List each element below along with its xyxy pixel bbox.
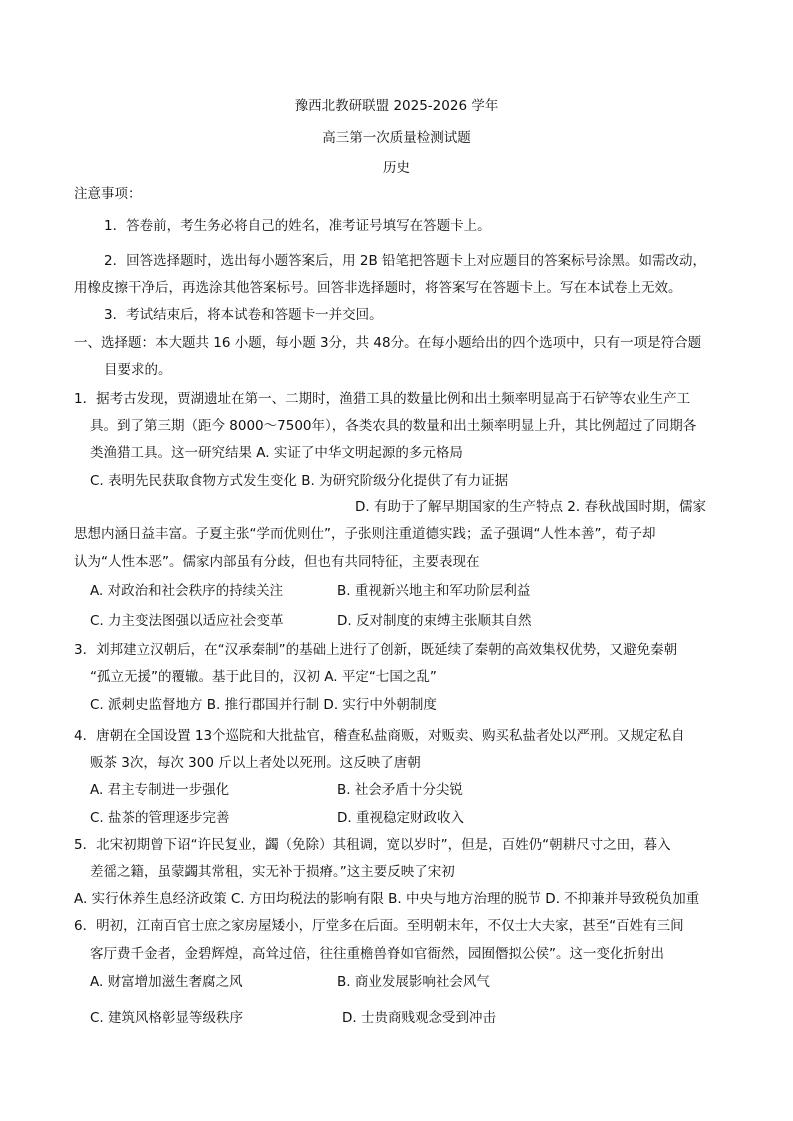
question-1-stem: 1．据考古发现，贾湖遗址在第一、二期时，渔猎工具的数量比例和出土频率明显高于石铲等农业生产工 <box>74 391 691 407</box>
notice-item-3: 3．考试结束后，将本试卷和答题卡一并交回。 <box>104 307 383 323</box>
question-4-option-b: B. 社会矛盾十分尖锐 <box>337 782 463 798</box>
section-heading: 一、选择题：本大题共 16 小题，每小题 3分，共 48分。在每小题给出的四个选项中，只有一项是符合题 <box>74 335 702 351</box>
question-6-option-c: C. 建筑风格彰显等级秩序 <box>90 1010 244 1026</box>
question-6-stem-2: 客厅费千金者，金碧辉煌，高耸过倍，往往重檐兽脊如官衙然，园囿僭拟公侯”。这一变化折射出 <box>90 946 664 962</box>
question-6-option-d: D. 士贵商贱观念受到冲击 <box>342 1010 496 1026</box>
question-6-option-a: A. 财富增加滋生奢腐之风 <box>90 974 243 990</box>
question-5-stem-2: 差徭之籍，虽蒙蠲其常租，实无补于损瘠。”这主要反映了宋初 <box>90 864 455 880</box>
question-5-stem: 5．北宋初期曾下诏“许民复业，蠲（免除）其租调，宽以岁时”，但是，百姓仍“朝耕尺寸之田，暮入 <box>74 837 671 853</box>
question-3-stem-2: “孤立无援”的覆辙。基于此目的，汉初 A. 平定“七国之乱” <box>90 669 437 685</box>
question-4-option-a: A. 君主专制进一步强化 <box>90 782 230 798</box>
question-2-option-c: C. 力主变法图强以适应社会变革 <box>90 613 284 629</box>
question-3-options: C. 派刺史监督地方 B. 推行郡国并行制 D. 实行中外朝制度 <box>90 697 437 713</box>
notice-title: 注意事项： <box>74 186 142 202</box>
exam-header-title: 高三第一次质量检测试题 <box>322 130 471 146</box>
question-2-option-b: B. 重视新兴地主和军功阶层利益 <box>337 583 531 599</box>
question-5-options: A. 实行休养生息经济政策 C. 方田均税法的影响有限 B. 中央与地方治理的脱节 D. 不抑兼并导致税负加重 <box>74 891 700 907</box>
question-2-option-d: D. 反对制度的束缚主张顺其自然 <box>337 613 532 629</box>
question-6-stem: 6．明初，江南百官士庶之家房屋矮小，厅堂多在后面。至明朝末年，不仅士大夫家，甚至“百姓有三间 <box>74 918 684 934</box>
section-heading-cont: 目要求的。 <box>104 362 172 378</box>
question-3-stem: 3．刘邦建立汉朝后，在“汉承秦制”的基础上进行了创新，既延续了秦朝的高效集权优势，又避免秦朝 <box>74 642 678 658</box>
question-2-stem: 思想内涵日益丰富。子夏主张“学而优则仕”，子张则注重道德实践；孟子强调“人性本善”，荀子却 <box>74 526 656 542</box>
exam-header-subject: 历史 <box>383 160 410 176</box>
exam-header-union: 豫西北教研联盟 2025-2026 学年 <box>294 98 499 114</box>
question-4-stem-2: 贩茶 3次，每次 300 斤以上者处以死刑。这反映了唐朝 <box>90 755 421 771</box>
question-1-option-d: D. 有助于了解早期国家的生产特点 2. 春秋战国时期，儒家 <box>355 499 706 515</box>
notice-item-2: 2．回答选择题时，选出每小题答案后，用 2B 铅笔把答题卡上对应题目的答案标号涂黑。如需改动， <box>104 253 707 269</box>
question-6-option-b: B. 商业发展影响社会风气 <box>337 974 490 990</box>
question-1-stem-2: 具。到了第三期（距今 8000～7500年），各类农具的数量和出土频率明显上升，其比例超过了同期各 <box>90 418 697 434</box>
question-4-option-d: D. 重视稳定财政收入 <box>337 810 464 826</box>
question-4-option-c: C. 盐茶的管理逐步完善 <box>90 810 230 826</box>
question-1-options: C. 表明先民获取食物方式发生变化 B. 为研究阶级分化提供了有力证据 <box>90 473 509 489</box>
notice-item-2-cont: 用橡皮擦干净后，再选涂其他答案标号。回答非选择题时，将答案写在答题卡上。写在本试卷上无效。 <box>74 280 682 296</box>
question-1-stem-3: 类渔猎工具。这一研究结果 A. 实证了中华文明起源的多元格局 <box>90 445 463 461</box>
notice-item-1: 1．答卷前，考生务必将自己的姓名，准考证号填写在答题卡上。 <box>104 218 491 234</box>
question-2-option-a: A. 对政治和社会秩序的持续关注 <box>90 583 284 599</box>
question-4-stem: 4．唐朝在全国设置 13个巡院和大批盐官，稽查私盐商贩，对贩卖、购买私盐者处以严刑。又规定私自 <box>74 728 685 744</box>
question-2-stem-2: 认为“人性本恶”。儒家内部虽有分歧，但也有共同特征，主要表现在 <box>74 554 480 570</box>
